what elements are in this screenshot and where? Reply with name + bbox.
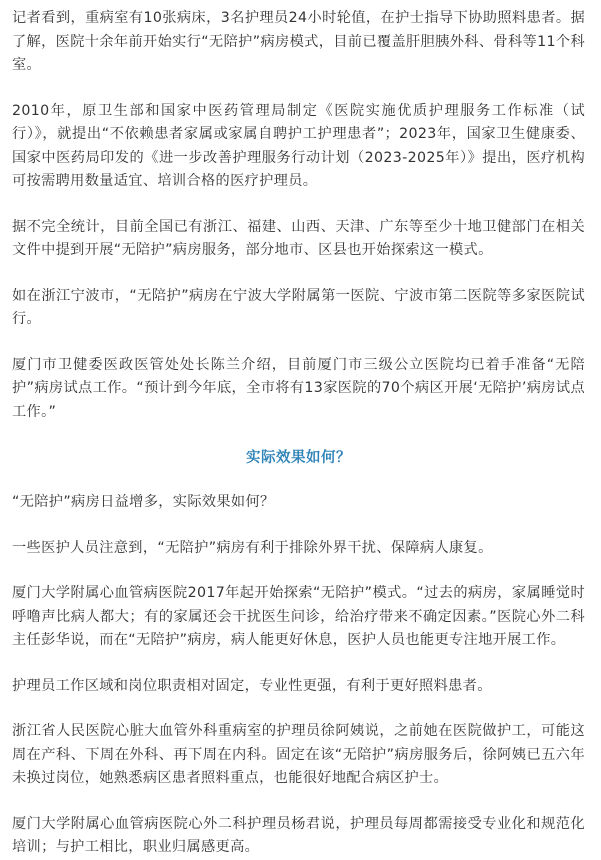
paragraph-caregiver-role: 护理员工作区域和岗位职责相对固定，专业性更强，有利于更好照料患者。 <box>12 677 492 694</box>
paragraph-question: “无陪护”病房日益增多，实际效果如何？ <box>12 494 275 510</box>
paragraph-ningbo-example: 如在浙江宁波市，“无陪护”病房在宁波大学附属第一医院、宁波市第二医院等多家医院试行。 <box>12 287 585 327</box>
section-heading: 实际效果如何？ <box>246 450 351 466</box>
paragraph-ward-overview: 记者看到，重病室有10张病床，3名护理员24小时轮值，在护士指导下协助照料患者。据了解，医院十余年前开始实行“无陪护”病房模式，目前已覆盖肝胆胰外科、骨科等11个科室。 <box>12 10 585 73</box>
paragraph-benefits: 一些医护人员注意到，“无陪护”病房有利于排除外界干扰、保障病人康复。 <box>12 539 493 556</box>
paragraph-xiamen-plan: 厦门市卫健委医政医管处处长陈兰介绍，目前厦门市三级公立医院均已着手准备“无陪护”病房试点工作。“预计到今年底，全市将有13家医院的70个病区开展‘无陪护’病房试点工作。” <box>12 356 585 420</box>
paragraph-training: 厦门大学附属心血管病医院心外二科护理员杨君说，护理员每周都需接受专业化和规范化培训；与护工相比，职业归属感更高。 <box>12 815 585 855</box>
paragraph-xiamen-hospital: 厦门大学附属心血管病医院2017年起开始探索“无陪护”模式。“过去的病房，家属睡觉时呼噜声比病人都大；有的家属还会干扰医生问诊，给治疗带来不确定因素。”医院心外二科主任彭华说，而在“无陪护”病房，病人能更好休息，医护人员也能更专注地开展工作。 <box>12 585 585 648</box>
paragraph-policy-history: 2010年，原卫生部和国家中医药管理局制定《医院实施优质护理服务工作标准（试行）》，就提出“不依赖患者家属或家属自聘护工护理患者”；2023年，国家卫生健康委、国家中医药局印发的《进一步改善护理服务行动计划（2023-2025年）》提出，医疗机构可按需聘用数量适宜、培训合格的医疗护理员。 <box>12 102 585 189</box>
paragraph-national-statistics: 据不完全统计，目前全国已有浙江、福建、山西、天津、广东等至少十地卫健部门在相关文件中提到开展“无陪护”病房服务，部分地市、区县也开始探索这一模式。 <box>12 218 585 258</box>
paragraph-zhejiang-caregiver: 浙江省人民医院心脏大血管外科重病室的护理员徐阿姨说，之前她在医院做护工，可能这周在产科、下周在外科、再下周在内科。固定在该“无陪护”病房服务后，徐阿姨已五六年未换过岗位，她熟悉病区患者照料重点，也能很好地配合病区护士。 <box>12 723 585 786</box>
